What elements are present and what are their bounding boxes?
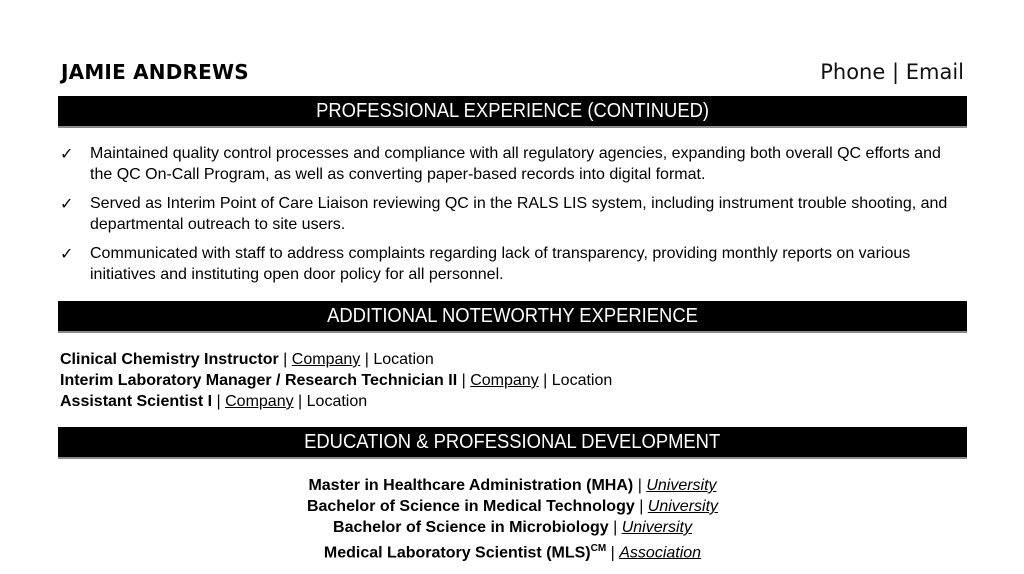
role-location: Location [373, 351, 434, 368]
list-item [58, 517, 967, 538]
degree-name: Medical Laboratory Scientist (MLS) [323, 544, 591, 562]
list-item [60, 370, 612, 391]
candidate-name: JAMIE ANDREWS [61, 60, 249, 84]
section-title-education: EDUCATION & PROFESSIONAL DEVELOPMENT [304, 430, 721, 453]
degree-name: Master in Healthcare Administration (MHA) [308, 477, 634, 494]
list-item [60, 391, 612, 412]
additional-roles-list [60, 349, 612, 412]
institution-link[interactable]: Association [619, 544, 702, 562]
role-location: Location [551, 372, 613, 389]
edu-separator: | [613, 519, 618, 536]
role-separator: | [461, 372, 466, 389]
edu-separator: | [639, 498, 644, 515]
list-item [60, 349, 612, 370]
list-item [58, 475, 967, 496]
role-title: Interim Laboratory Manager / Research Technician II [60, 372, 458, 389]
bullet-text: Served as Interim Point of Care Liaison reviewing QC in the RALS LIS system, including instrument trouble shooting, and departmental outreach to site users. [90, 195, 948, 233]
list-item [60, 243, 965, 285]
role-title: Clinical Chemistry Instructor [60, 351, 279, 368]
institution-link[interactable]: University [647, 498, 719, 515]
degree-name: Bachelor of Science in Microbiology [333, 519, 609, 536]
role-separator: | [364, 351, 369, 368]
list-item [60, 143, 965, 185]
contact-line [820, 60, 964, 84]
section-header-experience [58, 96, 967, 128]
edu-separator: | [637, 477, 642, 494]
bullet-text: Maintained quality control processes and compliance with all regulatory agencies, expanding both overall QC efforts and the QC On-Call Program, as well as converting paper-based records into digital format. [90, 145, 941, 183]
list-item [60, 193, 965, 235]
company-link[interactable]: Company [291, 351, 361, 368]
checkmark-icon: ✓ [60, 144, 74, 163]
role-separator: | [283, 351, 288, 368]
section-title-experience: PROFESSIONAL EXPERIENCE (CONTINUED) [316, 99, 709, 122]
company-link[interactable]: Company [470, 372, 539, 389]
institution-link[interactable]: University [621, 519, 692, 536]
education-list [58, 475, 967, 563]
list-item [58, 538, 967, 563]
section-header-education [58, 427, 967, 459]
degree-name: Bachelor of Science in Medical Technology [306, 498, 635, 515]
role-location: Location [306, 393, 368, 410]
certification-mark: CM [590, 543, 607, 554]
phone-label: Phone [820, 60, 886, 84]
company-link[interactable]: Company [225, 393, 294, 410]
experience-bullet-list [60, 143, 965, 293]
edu-separator: | [610, 544, 615, 562]
section-title-additional: ADDITIONAL NOTEWORTHY EXPERIENCE [327, 304, 698, 327]
role-separator: | [298, 393, 303, 410]
email-label: Email [905, 60, 964, 84]
role-separator: | [216, 393, 221, 410]
checkmark-icon: ✓ [60, 194, 74, 213]
institution-link[interactable]: University [646, 477, 717, 494]
role-separator: | [543, 372, 548, 389]
contact-separator: | [891, 60, 900, 84]
section-header-additional [58, 301, 967, 333]
bullet-text: Communicated with staff to address complaints regarding lack of transparency, providing monthly reports on various initiatives and instituting open door policy for all personnel. [90, 245, 911, 283]
checkmark-icon: ✓ [60, 244, 74, 263]
list-item [58, 496, 967, 517]
role-title: Assistant Scientist I [60, 393, 213, 410]
